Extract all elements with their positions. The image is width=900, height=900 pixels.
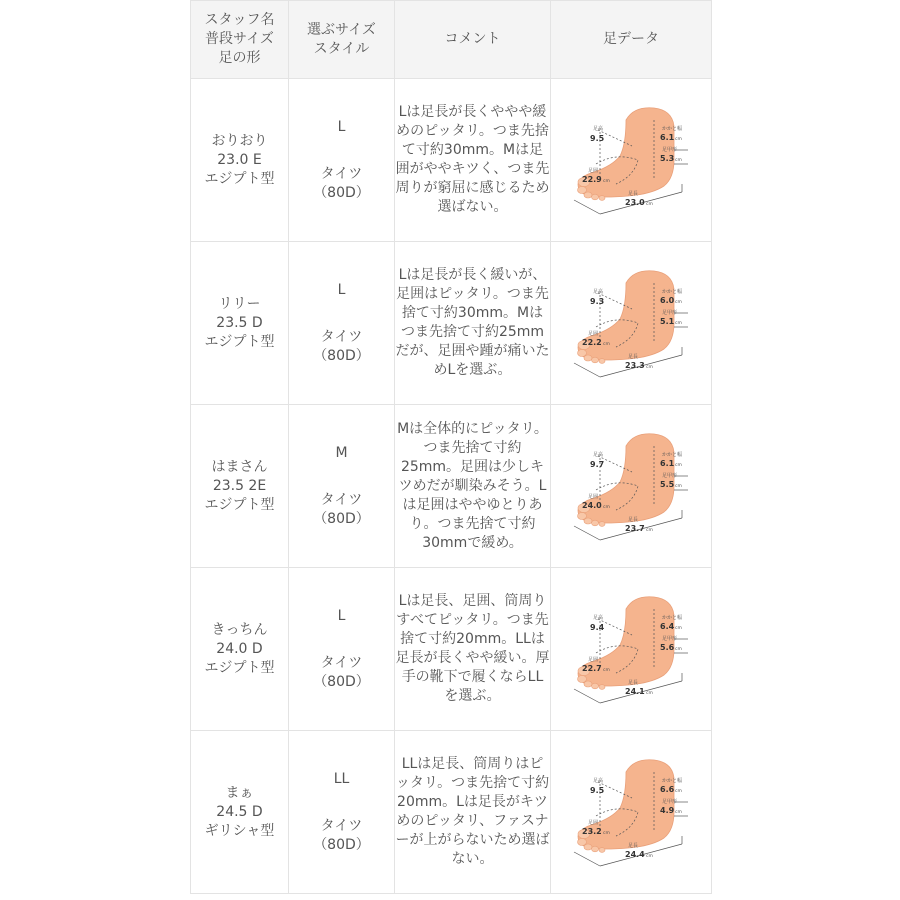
- usual-size: 24.0 D: [216, 640, 263, 657]
- table-row: [191, 568, 712, 731]
- instep-value: 5.6: [660, 643, 675, 652]
- heel-width-unit: cm: [675, 137, 682, 142]
- staff-cell: [191, 79, 289, 242]
- header-usual-size: 普段サイズ: [205, 31, 274, 47]
- instep-value: 5.3: [660, 154, 675, 163]
- instep-value: 5.5: [660, 480, 675, 489]
- instep-unit: cm: [675, 647, 682, 652]
- chosen-size: L: [337, 118, 346, 135]
- foot-diagram: [568, 752, 694, 872]
- foot-height-value: 9.5: [590, 786, 605, 795]
- usual-size: 23.0 E: [217, 151, 262, 168]
- staff-cell: [191, 405, 289, 568]
- denier: （80D）: [313, 836, 370, 853]
- instep-label: 足甲形: [662, 147, 678, 153]
- foot-height-label: 足高: [593, 289, 604, 295]
- foot-shape: ギリシャ型: [204, 822, 275, 839]
- instep-label: 足甲形: [662, 799, 678, 805]
- heel-width-label: かかと幅: [662, 126, 683, 132]
- size-style-cell: [289, 731, 395, 894]
- denier: （80D）: [313, 673, 370, 690]
- foot-shape: エジプト型: [204, 170, 275, 187]
- girth-label: 足囲: [588, 820, 599, 826]
- toe-3: [584, 355, 592, 361]
- instep-unit: cm: [675, 158, 682, 163]
- length-value: 23.3: [625, 361, 645, 370]
- length-label: 足長: [628, 517, 639, 523]
- header-chosen-size: 選ぶサイズ: [307, 21, 376, 38]
- foot-height-value: 9.7: [590, 460, 605, 469]
- length-label: 足長: [628, 354, 639, 360]
- toe-4: [592, 520, 599, 526]
- header-style: スタイル: [313, 40, 370, 57]
- size-style-cell: [289, 405, 395, 568]
- heel-width-unit: cm: [675, 626, 682, 631]
- instep-value: 5.1: [660, 317, 675, 326]
- table-row: [191, 79, 712, 242]
- heel-width-unit: cm: [675, 463, 682, 468]
- comment-cell: Mは全体的にピッタリ。つま先捨て寸約25mm。足囲は少しキツめだが馴染みそう。Lは足囲はややゆとりあり。つま先捨て寸約30mmで緩め。: [395, 405, 551, 568]
- staff-name: おりおり: [211, 132, 268, 149]
- style: タイツ: [320, 165, 363, 182]
- table-row: [191, 405, 712, 568]
- heel-width-label: かかと幅: [662, 615, 683, 621]
- staff-name: きっちん: [211, 621, 268, 638]
- length-unit: cm: [646, 854, 653, 859]
- foot-shape: エジプト型: [204, 659, 275, 676]
- comment-cell: LLは足長、筒周りはピッタリ。つま先捨て寸約20mm。Lは足長がキツめのピッタリ、ファスナーが上がらないため選ばない。: [395, 731, 551, 894]
- header-staff: [191, 1, 289, 79]
- size-style-cell: [289, 79, 395, 242]
- foot-height-label: 足高: [593, 452, 604, 458]
- toe-5: [599, 196, 605, 201]
- girth-label: 足囲: [588, 494, 599, 500]
- header-size-style: [289, 1, 395, 79]
- foot-height-label: 足高: [593, 615, 604, 621]
- length-value: 24.4: [625, 850, 645, 859]
- toe-5: [599, 522, 605, 527]
- staff-cell: [191, 242, 289, 405]
- length-unit: cm: [646, 691, 653, 696]
- staff-name: まぁ: [225, 784, 254, 801]
- heel-width-label: かかと幅: [662, 452, 683, 458]
- length-value: 23.0: [625, 198, 645, 207]
- girth-unit: cm: [603, 505, 610, 510]
- length-unit: cm: [646, 202, 653, 207]
- instep-label: 足甲形: [662, 310, 678, 316]
- foot-data-cell: [551, 568, 712, 731]
- comment-cell: Lは足長が長くややや緩めのピッタリ。つま先捨て寸約30mm。Mは足囲がややキツく、つま先周りが窮屈に感じるため選ばない。: [395, 79, 551, 242]
- heel-width-label: かかと幅: [662, 778, 683, 784]
- girth-value: 22.7: [582, 664, 602, 673]
- heel-width-value: 6.4: [660, 622, 675, 631]
- chosen-size: L: [337, 281, 346, 298]
- header-foot-shape: 足の形: [218, 50, 261, 66]
- chosen-size: L: [337, 607, 346, 624]
- girth-value: 22.2: [582, 338, 602, 347]
- table-row: [191, 242, 712, 405]
- foot-shape: エジプト型: [204, 496, 275, 513]
- length-label: 足長: [628, 191, 639, 197]
- length-label: 足長: [628, 843, 639, 849]
- foot-height-value: 9.4: [590, 623, 605, 632]
- heel-width-label: かかと幅: [662, 289, 683, 295]
- foot-diagram: [568, 100, 694, 220]
- foot-data-cell: [551, 405, 712, 568]
- foot-data-cell: [551, 242, 712, 405]
- foot-height-label: 足高: [593, 126, 604, 132]
- foot-data-cell: [551, 79, 712, 242]
- toe-5: [599, 685, 605, 690]
- denier: （80D）: [313, 184, 370, 201]
- instep-unit: cm: [675, 321, 682, 326]
- girth-unit: cm: [603, 668, 610, 673]
- staff-cell: [191, 731, 289, 894]
- heel-width-unit: cm: [675, 789, 682, 794]
- girth-label: 足囲: [588, 331, 599, 337]
- foot-shape: エジプト型: [204, 333, 275, 350]
- style: タイツ: [320, 328, 363, 345]
- girth-value: 24.0: [582, 501, 602, 510]
- style: タイツ: [320, 654, 363, 671]
- size-style-cell: [289, 242, 395, 405]
- girth-value: 22.9: [582, 175, 602, 184]
- length-value: 24.1: [625, 687, 645, 696]
- girth-value: 23.2: [582, 827, 602, 836]
- staff-name: はまさん: [211, 458, 268, 475]
- chosen-size: LL: [333, 770, 350, 787]
- length-unit: cm: [646, 528, 653, 533]
- header-comment: コメント: [395, 1, 551, 79]
- foot-height-value: 9.5: [590, 134, 605, 143]
- toe-5: [599, 359, 605, 364]
- comment-cell: Lは足長、足囲、筒周りすべてピッタリ。つま先捨て寸約20mm。LLは足長が長くやや緩い。厚手の靴下で履くならLLを選ぶ。: [395, 568, 551, 731]
- toe-5: [599, 848, 605, 853]
- instep-label: 足甲形: [662, 473, 678, 479]
- header-staff-name: スタッフ名: [204, 12, 275, 28]
- header-foot-data: 足データ: [551, 1, 712, 79]
- length-unit: cm: [646, 365, 653, 370]
- heel-width-value: 6.1: [660, 459, 675, 468]
- heel-width-value: 6.6: [660, 785, 675, 794]
- table-row: [191, 731, 712, 894]
- heel-width-value: 6.1: [660, 133, 675, 142]
- foot-data-cell: [551, 731, 712, 894]
- toe-3: [584, 844, 592, 850]
- heel-width-value: 6.0: [660, 296, 675, 305]
- toe-4: [592, 194, 599, 200]
- toe-4: [592, 357, 599, 363]
- chosen-size: M: [335, 444, 348, 461]
- girth-unit: cm: [603, 179, 610, 184]
- table-header-row: [191, 1, 712, 79]
- foot-height-value: 9.3: [590, 297, 605, 306]
- toe-4: [592, 846, 599, 852]
- style: タイツ: [320, 491, 363, 508]
- girth-unit: cm: [603, 831, 610, 836]
- usual-size: 23.5 2E: [212, 477, 267, 494]
- staff-name: リリー: [218, 295, 261, 312]
- denier: （80D）: [313, 510, 370, 527]
- instep-label: 足甲形: [662, 636, 678, 642]
- instep-unit: cm: [675, 810, 682, 815]
- toe-3: [584, 681, 592, 687]
- length-label: 足長: [628, 680, 639, 686]
- usual-size: 23.5 D: [216, 314, 263, 331]
- denier: （80D）: [313, 347, 370, 364]
- length-value: 23.7: [625, 524, 645, 533]
- girth-label: 足囲: [588, 657, 599, 663]
- toe-4: [592, 683, 599, 689]
- staff-cell: [191, 568, 289, 731]
- instep-unit: cm: [675, 484, 682, 489]
- foot-diagram: [568, 589, 694, 709]
- toe-3: [584, 518, 592, 524]
- foot-height-label: 足高: [593, 778, 604, 784]
- comment-cell: Lは足長が長く緩いが、足囲はピッタリ。つま先捨て寸約30mm。Mはつま先捨て寸約25mmだが、足囲や踵が痛いためLを選ぶ。: [395, 242, 551, 405]
- style: タイツ: [320, 817, 363, 834]
- girth-label: 足囲: [588, 168, 599, 174]
- instep-value: 4.9: [660, 806, 675, 815]
- size-table: [190, 0, 712, 894]
- size-style-cell: [289, 568, 395, 731]
- heel-width-unit: cm: [675, 300, 682, 305]
- foot-diagram: [568, 426, 694, 546]
- toe-3: [584, 192, 592, 198]
- foot-diagram: [568, 263, 694, 383]
- usual-size: 24.5 D: [216, 803, 263, 820]
- girth-unit: cm: [603, 342, 610, 347]
